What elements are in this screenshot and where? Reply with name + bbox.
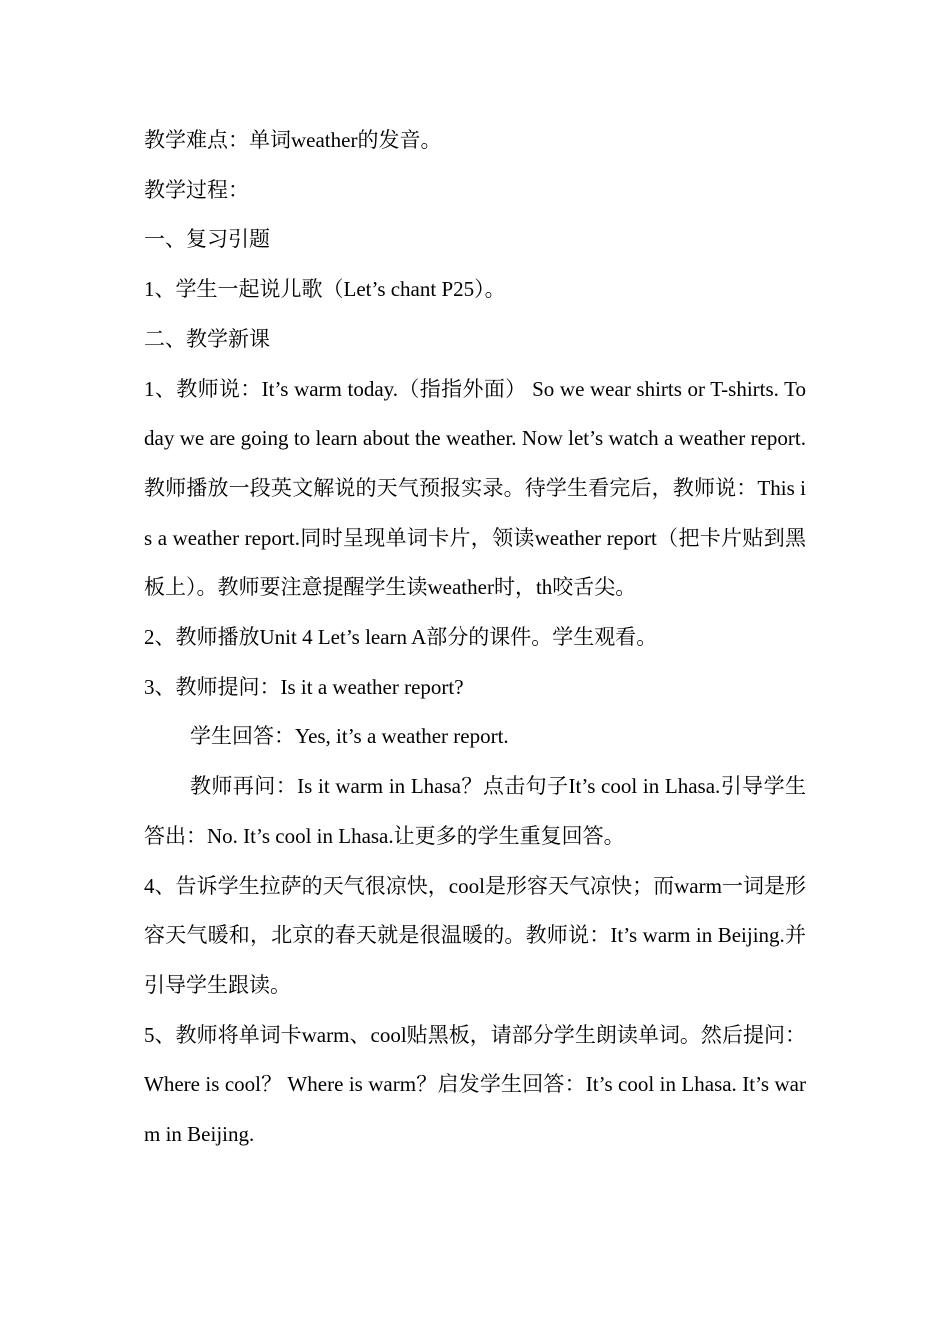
review-step-1: 1、学生一起说儿歌（Let’s chant P25）。 — [144, 277, 506, 302]
lesson-step-3: 3、教师提问：Is it a weather report? — [144, 674, 464, 699]
section-review-heading: 一、复习引题 — [144, 227, 270, 252]
lesson-step-4: 4、告诉学生拉萨的天气很凉快，cool是形容天气凉快；而warm一词是形容天气暖和，北京的春天就是很温暖的。教师说：It’s warm in Beijing.并引导学生跟读。 — [144, 873, 806, 997]
lesson-step-2: 2、教师播放Unit 4 Let’s learn A部分的课件。学生观看。 — [144, 625, 658, 650]
section-new-lesson-heading: 二、教学新课 — [144, 326, 270, 351]
teaching-difficulty: 教学难点：单词weather的发音。 — [144, 128, 442, 152]
document-body — [144, 116, 806, 1160]
teaching-process-heading: 教学过程： — [144, 177, 249, 202]
lesson-step-1: 1、教师说：It’s warm today.（指指外面） So we wear shirts or T-shirts. Today we are going to learn about the weather. Now let’s watch a weather report.教师播放一段英文解说的天气预报实录。待学生看完后，教师说：This is a weather report.同时呈现单词卡片，领读weather report（把卡片贴到黑板上）。教师要注意提醒学生读weather时，th咬舌尖。 — [144, 376, 806, 600]
student-answer: 学生回答：Yes, it’s a weather report. — [190, 724, 509, 749]
teacher-follow-up: 教师再问：Is it warm in Lhasa？点击句子It’s cool in Lhasa.引导学生答出：No. It’s cool in Lhasa.让更多的学生重复回答。 — [144, 774, 806, 848]
lesson-step-5: 5、教师将单词卡warm、cool贴黑板，请部分学生朗读单词。然后提问：Where is cool？ Where is warm？启发学生回答：It’s cool in Lhasa. It’s warm in Beijing. — [144, 1022, 806, 1147]
